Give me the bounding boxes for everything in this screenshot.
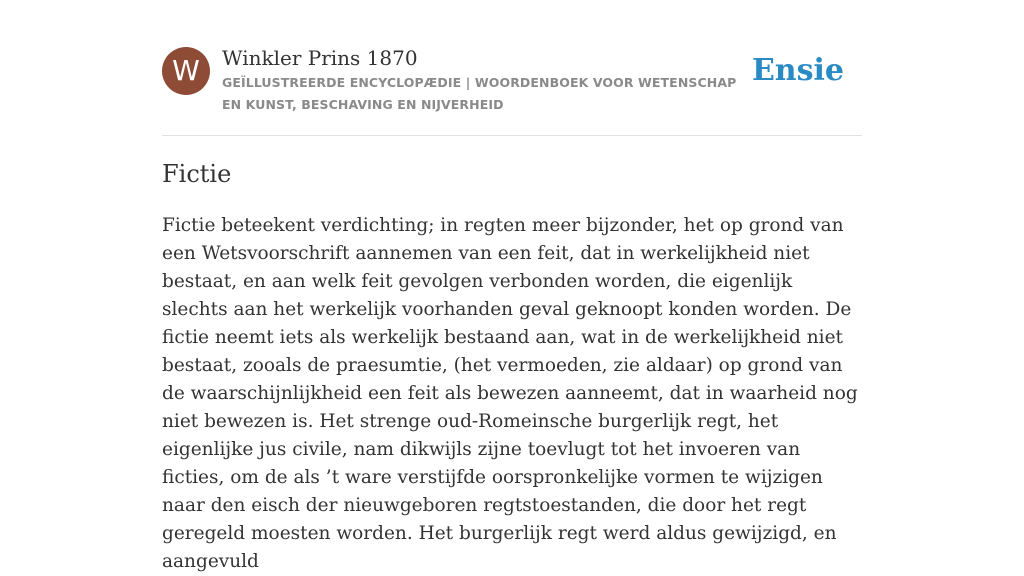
header-divider	[162, 135, 862, 136]
entry-title: Fictie	[162, 160, 232, 188]
source-header	[162, 45, 862, 135]
entry-body-text: Fictie beteekent verdichting; in regten meer bijzonder, het op grond van een Wetsvoorschrift aannemen van een feit, dat in werkelijkheid niet bestaat, en aan welk feit gevolgen verbonden worden, die eigenlijk slechts aan het werkelijk voorhanden geval geknoopt konden worden. De fictie neemt iets als werkelijk bestaand aan, wat in de werkelijkheid niet bestaat, zooals de praesumtie, (het vermoeden, zie aldaar) op grond van de waarschijnlijkheid een feit als bewezen aanneemt, dat in waarheid nog niet bewezen is. Het strenge oud-Romeinsche burgerlijk regt, het eigenlijke jus civile, nam dikwijls zijne toevlugt tot het invoeren van ficties, om de als ’t ware verstijfde oorspronkelijke vormen te wijzigen naar den eisch der nieuwgeboren regtstoestanden, die door het regt geregeld moesten worden. Het burgerlijk regt werd aldus gewijzigd, en aangevuld	[162, 215, 858, 572]
brand-logo-link[interactable]: Ensie	[751, 53, 844, 88]
source-subtitle: GEÏLLUSTREERDE ENCYCLOPÆDIE | WOORDENBOEK VOOR WETENSCHAP EN KUNST, BESCHAVING EN NIJVERHEID	[222, 75, 737, 112]
source-avatar[interactable]: W	[162, 47, 210, 95]
source-title[interactable]: Winkler Prins 1870	[222, 46, 418, 70]
